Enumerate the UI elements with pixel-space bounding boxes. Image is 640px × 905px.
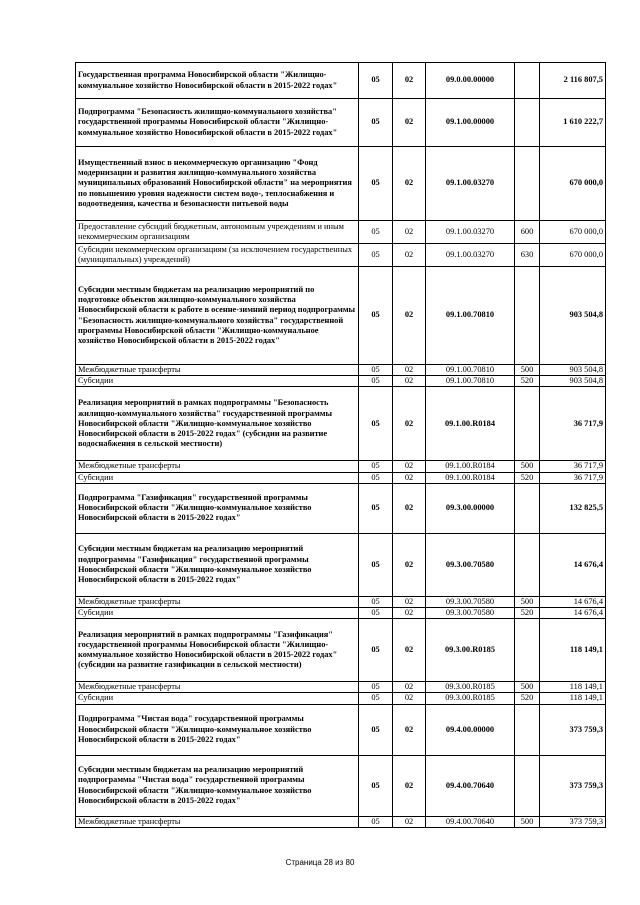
row-section-code: 05 [359, 619, 393, 682]
row-amount: 670 000,0 [540, 147, 606, 221]
row-section-code: 05 [359, 461, 393, 472]
row-amount: 36 717,9 [540, 461, 606, 472]
row-subsection-code: 02 [393, 693, 426, 704]
row-target-article-code: 09.1.00.70810 [426, 267, 515, 365]
row-name: Межбюджетные трансферты [76, 682, 359, 693]
row-amount: 118 149,1 [540, 619, 606, 682]
table-row [76, 221, 606, 244]
row-name: Межбюджетные трансферты [76, 365, 359, 376]
row-subsection-code: 02 [393, 533, 426, 596]
row-subsection-code: 02 [393, 221, 426, 244]
row-name: Субсидии [76, 472, 359, 483]
row-name: Реализация мероприятий в рамках подпрограммы "Газификация" государственной программы Новосибирской области "Жилищно-коммунальное хозяйство Новосибирской области в 2015-2022 годах" (субсидии на развитие газификации в сельской местности) [76, 619, 359, 682]
row-section-code: 05 [359, 365, 393, 376]
table-row [76, 682, 606, 693]
row-name: Подпрограмма "Безопасность жилищно-коммунального хозяйства" государственной программы Новосибирской области "Жилищно-коммунальное хозяйство Новосибирской области в 2015-2022 годах" [76, 99, 359, 147]
row-expense-type-code: 500 [515, 365, 540, 376]
row-expense-type-code [515, 99, 540, 147]
row-subsection-code: 02 [393, 608, 426, 619]
row-amount: 36 717,9 [540, 472, 606, 483]
row-expense-type-code [515, 147, 540, 221]
row-section-code: 05 [359, 99, 393, 147]
row-target-article-code: 09.1.00.R0184 [426, 387, 515, 461]
row-section-code: 05 [359, 682, 393, 693]
row-section-code: 05 [359, 472, 393, 483]
row-section-code: 05 [359, 608, 393, 619]
row-section-code: 05 [359, 704, 393, 755]
row-amount: 14 676,4 [540, 533, 606, 596]
row-target-article-code: 09.4.00.00000 [426, 704, 515, 755]
table-row [76, 608, 606, 619]
row-amount: 118 149,1 [540, 682, 606, 693]
row-expense-type-code [515, 267, 540, 365]
row-name: Реализация мероприятий в рамках подпрограммы "Безопасность жилищно-коммунального хозяйства" государственной программы Новосибирской области "Жилищно-коммунальное хозяйство Новосибирской области в 2015-2022 годах" (субсидии на развитие водоснабжения в сельской местности) [76, 387, 359, 461]
row-target-article-code: 09.3.00.70580 [426, 533, 515, 596]
row-section-code: 05 [359, 816, 393, 827]
row-subsection-code: 02 [393, 619, 426, 682]
row-section-code: 05 [359, 693, 393, 704]
table-row [76, 365, 606, 376]
row-expense-type-code [515, 704, 540, 755]
row-target-article-code: 09.3.00.R0185 [426, 619, 515, 682]
row-section-code: 05 [359, 755, 393, 816]
row-amount: 670 000,0 [540, 244, 606, 267]
table-row [76, 533, 606, 596]
row-name: Предоставление субсидий бюджетным, автономным учреждениям и иным некоммерческим организациям [76, 221, 359, 244]
row-name: Субсидии некоммерческим организациям (за исключением государственных (муниципальных) учреждений) [76, 244, 359, 267]
row-section-code: 05 [359, 533, 393, 596]
row-name: Субсидии местным бюджетам на реализацию мероприятий подпрограммы "Чистая вода" государственной программы Новосибирской области "Жилищно-коммунальное хозяйство Новосибирской области в 2015-2022 годах" [76, 755, 359, 816]
budget-table [75, 62, 606, 828]
table-row [76, 461, 606, 472]
row-amount: 373 759,3 [540, 816, 606, 827]
row-section-code: 05 [359, 267, 393, 365]
row-amount: 118 149,1 [540, 693, 606, 704]
row-amount: 903 504,8 [540, 365, 606, 376]
table-row [76, 99, 606, 147]
page-footer: Страница 28 из 80 [285, 858, 355, 867]
row-subsection-code: 02 [393, 704, 426, 755]
row-subsection-code: 02 [393, 596, 426, 607]
row-amount: 132 825,5 [540, 483, 606, 533]
row-amount: 373 759,3 [540, 755, 606, 816]
row-expense-type-code: 520 [515, 608, 540, 619]
row-subsection-code: 02 [393, 472, 426, 483]
table-row [76, 267, 606, 365]
row-expense-type-code [515, 533, 540, 596]
row-expense-type-code: 500 [515, 682, 540, 693]
row-expense-type-code [515, 483, 540, 533]
row-expense-type-code: 500 [515, 596, 540, 607]
row-subsection-code: 02 [393, 267, 426, 365]
row-target-article-code: 09.1.00.70810 [426, 365, 515, 376]
table-row [76, 483, 606, 533]
row-name: Межбюджетные трансферты [76, 596, 359, 607]
row-section-code: 05 [359, 147, 393, 221]
row-name: Подпрограмма "Чистая вода" государственной программы Новосибирской области "Жилищно-коммунальное хозяйство Новосибирской области в 2015-2022 годах" [76, 704, 359, 755]
row-amount: 14 676,4 [540, 608, 606, 619]
row-expense-type-code: 500 [515, 461, 540, 472]
table-row [76, 755, 606, 816]
row-amount: 903 504,8 [540, 376, 606, 387]
row-name: Имущественный взнос в некоммерческую организацию "Фонд модернизации и развития жилищно-коммунального хозяйства муниципальных образований Новосибирской области" на мероприятия по повышению уровня надежности систем водо-, теплоснабжения и водоотведения, качества и безопасности питьевой воды [76, 147, 359, 221]
row-subsection-code: 02 [393, 483, 426, 533]
row-name: Субсидии [76, 693, 359, 704]
row-expense-type-code: 630 [515, 244, 540, 267]
row-subsection-code: 02 [393, 461, 426, 472]
row-subsection-code: 02 [393, 816, 426, 827]
row-expense-type-code: 600 [515, 221, 540, 244]
row-expense-type-code [515, 63, 540, 99]
row-target-article-code: 09.1.00.R0184 [426, 472, 515, 483]
row-target-article-code: 09.1.00.70810 [426, 376, 515, 387]
row-expense-type-code [515, 619, 540, 682]
row-name: Субсидии [76, 376, 359, 387]
row-name: Государственная программа Новосибирской области "Жилищно-коммунальное хозяйство Новосибирской области в 2015-2022 годах" [76, 63, 359, 99]
document-page [75, 62, 605, 828]
row-section-code: 05 [359, 387, 393, 461]
table-row [76, 619, 606, 682]
row-expense-type-code [515, 387, 540, 461]
row-subsection-code: 02 [393, 99, 426, 147]
row-expense-type-code: 520 [515, 472, 540, 483]
row-subsection-code: 02 [393, 365, 426, 376]
row-subsection-code: 02 [393, 63, 426, 99]
row-target-article-code: 09.1.00.03270 [426, 244, 515, 267]
row-target-article-code: 09.1.00.03270 [426, 147, 515, 221]
row-target-article-code: 09.4.00.70640 [426, 816, 515, 827]
row-name: Субсидии [76, 608, 359, 619]
row-subsection-code: 02 [393, 755, 426, 816]
row-amount: 670 000,0 [540, 221, 606, 244]
table-row [76, 387, 606, 461]
row-subsection-code: 02 [393, 147, 426, 221]
row-target-article-code: 09.3.00.70580 [426, 608, 515, 619]
row-amount: 14 676,4 [540, 596, 606, 607]
row-target-article-code: 09.3.00.70580 [426, 596, 515, 607]
row-name: Субсидии местным бюджетам на реализацию мероприятий по подготовке объектов жилищно-коммунального хозяйства Новосибирской области к работе в осенне-зимний период подпрограммы "Безопасность жилищно-коммунального хозяйства" государственной программы Новосибирской области "Жилищно-коммунальное хозяйство Новосибирской области в 2015-2022 годах" [76, 267, 359, 365]
row-target-article-code: 09.3.00.R0185 [426, 682, 515, 693]
row-target-article-code: 09.1.00.00000 [426, 99, 515, 147]
table-row [76, 472, 606, 483]
row-section-code: 05 [359, 483, 393, 533]
row-section-code: 05 [359, 376, 393, 387]
row-amount: 2 116 807,5 [540, 63, 606, 99]
row-section-code: 05 [359, 596, 393, 607]
row-expense-type-code: 520 [515, 376, 540, 387]
table-row [76, 816, 606, 827]
row-subsection-code: 02 [393, 387, 426, 461]
row-section-code: 05 [359, 221, 393, 244]
table-row [76, 147, 606, 221]
table-row [76, 704, 606, 755]
table-row [76, 63, 606, 99]
row-expense-type-code: 520 [515, 693, 540, 704]
table-row [76, 596, 606, 607]
row-amount: 903 504,8 [540, 267, 606, 365]
row-subsection-code: 02 [393, 376, 426, 387]
row-name: Подпрограмма "Газификация" государственной программы Новосибирской области "Жилищно-коммунальное хозяйство Новосибирской области в 2015-2022 годах" [76, 483, 359, 533]
row-name: Межбюджетные трансферты [76, 461, 359, 472]
row-target-article-code: 09.0.00.00000 [426, 63, 515, 99]
table-row [76, 693, 606, 704]
row-target-article-code: 09.3.00.R0185 [426, 693, 515, 704]
row-expense-type-code: 500 [515, 816, 540, 827]
row-target-article-code: 09.1.00.03270 [426, 221, 515, 244]
row-expense-type-code [515, 755, 540, 816]
table-row [76, 376, 606, 387]
table-row [76, 244, 606, 267]
row-name: Межбюджетные трансферты [76, 816, 359, 827]
row-section-code: 05 [359, 63, 393, 99]
row-amount: 373 759,3 [540, 704, 606, 755]
row-section-code: 05 [359, 244, 393, 267]
row-target-article-code: 09.1.00.R0184 [426, 461, 515, 472]
row-amount: 1 610 222,7 [540, 99, 606, 147]
row-name: Субсидии местным бюджетам на реализацию мероприятий подпрограммы "Газификация" государственной программы Новосибирской области "Жилищно-коммунальное хозяйство Новосибирской области в 2015-2022 годах" [76, 533, 359, 596]
row-subsection-code: 02 [393, 244, 426, 267]
row-target-article-code: 09.3.00.00000 [426, 483, 515, 533]
row-amount: 36 717,9 [540, 387, 606, 461]
row-subsection-code: 02 [393, 682, 426, 693]
row-target-article-code: 09.4.00.70640 [426, 755, 515, 816]
budget-table-body [76, 63, 606, 828]
